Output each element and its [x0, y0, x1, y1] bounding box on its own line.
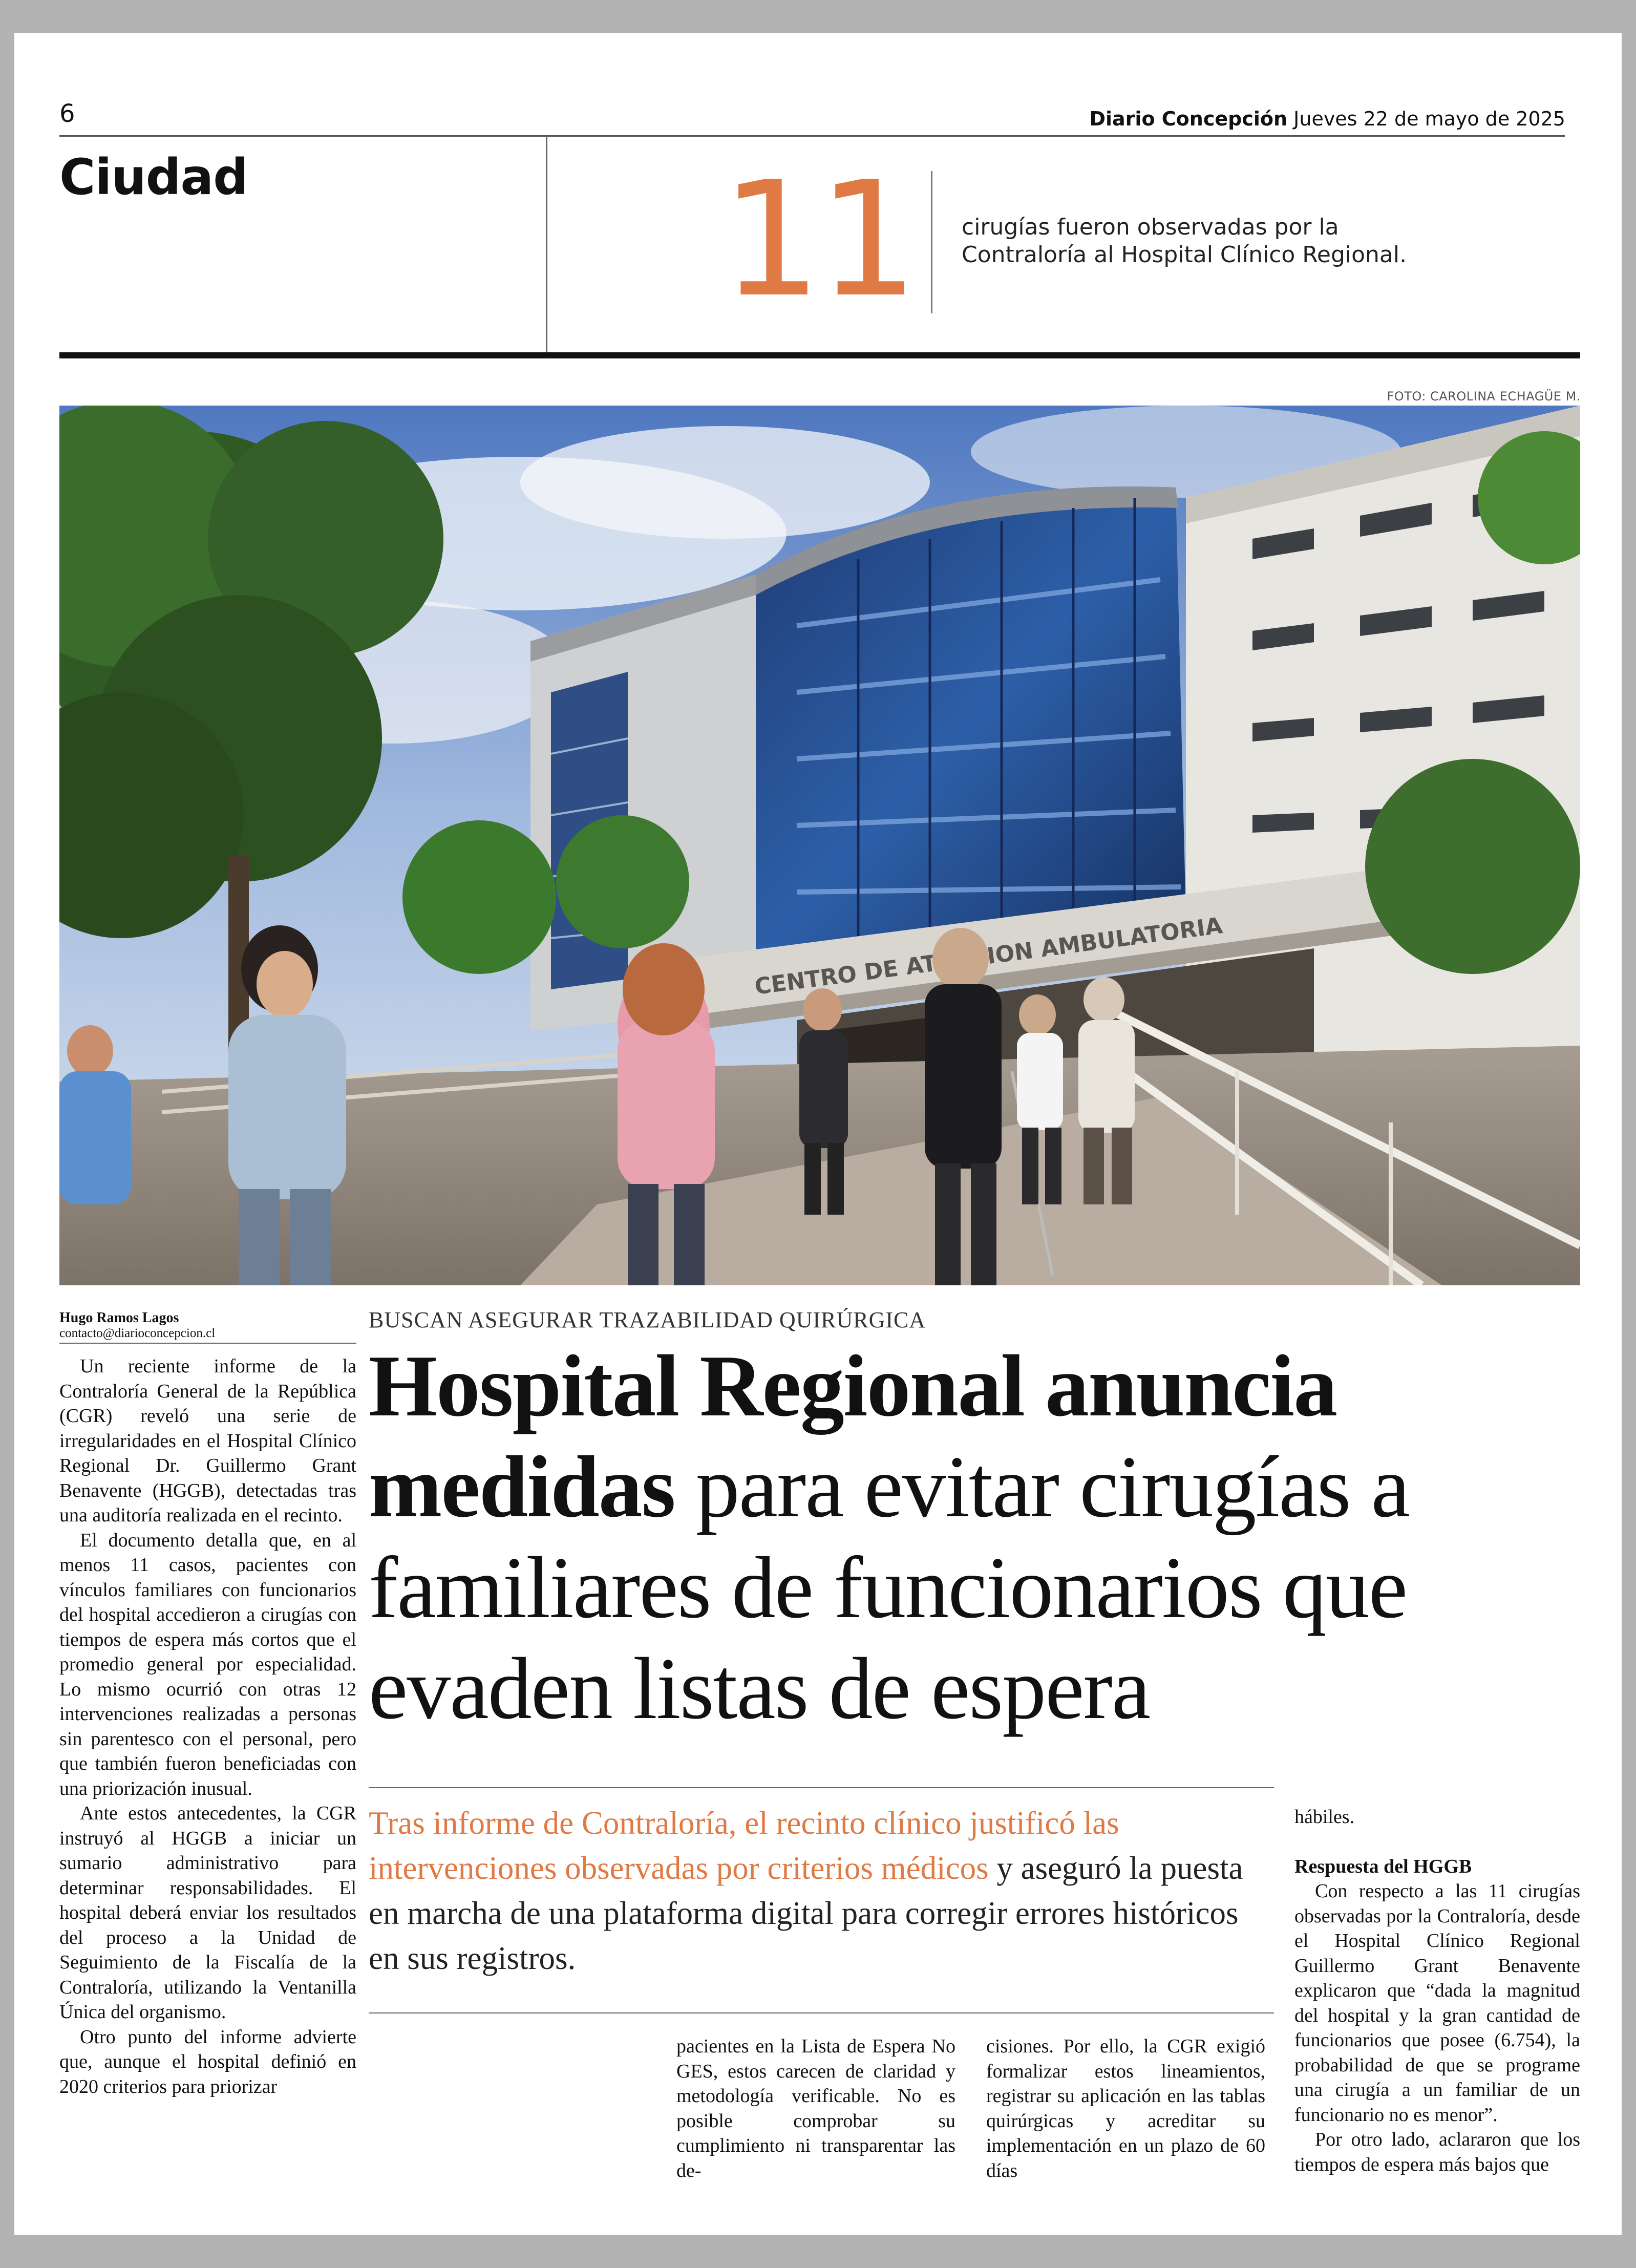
stat-divider: [931, 171, 932, 313]
masthead: [1089, 108, 1565, 130]
issue-date: Jueves 22 de mayo de 2025: [1293, 108, 1565, 130]
article-column-1: [59, 1354, 356, 2099]
headline-rest: para evitar cirugías a familiares de funcionarios que evaden listas de espera: [369, 1438, 1409, 1737]
paragraph: cisiones. Por ello, la CGR exigió formalizar estos lineamientos, registrar su aplicación en las tablas quirúrgicas y acreditar su implementación en un plazo de 60 días: [986, 2036, 1265, 2181]
section-title: Ciudad: [59, 149, 248, 206]
subhead-rule-bottom: [369, 2012, 1274, 2013]
stat-caption: cirugías fueron observadas por la Contraloría al Hospital Clínico Regional.: [962, 214, 1407, 268]
byline-rule: [59, 1343, 356, 1344]
article-column-4: [1294, 1805, 1580, 2177]
article-column-3: [986, 2034, 1265, 2183]
article-column-2: [676, 2034, 955, 2183]
paper-name: Diario Concepción: [1089, 108, 1288, 130]
hospital-photo: [59, 406, 1580, 1285]
headline-bold: Hospital Regional anuncia medidas: [369, 1338, 1337, 1536]
author-name: Hugo Ramos Lagos: [59, 1310, 179, 1326]
paragraph: Un reciente informe de la Contraloría General de la República (CGR) reveló una serie de irregularidades en el Hospital Clínico Regional Dr. Guillermo Grant Benavente (HGGB), detectadas tras una auditoría realizada en el recinto.: [59, 1355, 356, 1526]
paragraph: Ante estos antecedentes, la CGR instruyó al HGGB a iniciar un sumario administrativo para determinar responsabilidades. El hospital deberá enviar los resultados del proceso a la Unidad de Seguimiento de la Fiscalía de la Contraloría, utilizando la Ventanilla Única del organismo.: [59, 1803, 356, 2023]
photo-credit: FOTO: CAROLINA ECHAGÜE M.: [1387, 389, 1581, 404]
header-divider: [546, 136, 547, 352]
paragraph: pacientes en la Lista de Espera No GES, estos carecen de claridad y metodología verificable. No es posible comprobar su cumplimiento ni transparentar las de-: [676, 2036, 955, 2181]
subhead-rest: y aseguró la puesta en marcha de una plataforma digital para corregir errores históricos en sus registros.: [369, 1850, 1243, 1976]
subhead-rule-top: [369, 1787, 1274, 1788]
headline: [369, 1336, 1587, 1740]
subhead-accent: Tras informe de Contraloría, el recinto clínico justificó las intervenciones observadas por criterios médicos: [369, 1805, 1119, 1886]
header-thick-rule: [59, 352, 1580, 358]
paragraph: Otro punto del informe advierte que, aunque el hospital definió en 2020 criterios para priorizar: [59, 2026, 356, 2097]
page-number: 6: [59, 99, 75, 128]
paragraph: hábiles.: [1294, 1806, 1355, 1828]
paragraph: El documento detalla que, en al menos 11 casos, pacientes con vínculos familiares con funcionarios del hospital accedieron a cirugías con tiempos de espera más cortos que el promedio general por especialidad. Lo mismo ocurrió con otras 12 intervenciones realizadas a personas sin parentesco con el personal, pero que también fueron beneficiadas con una priorización inusual.: [59, 1529, 356, 1799]
author-email[interactable]: contacto@diarioconcepcion.cl: [59, 1326, 216, 1340]
header-rule: [59, 135, 1565, 137]
kicker: BUSCAN ASEGURAR TRAZABILIDAD QUIRÚRGICA: [369, 1307, 926, 1332]
paragraph: Con respecto a las 11 cirugías observadas por la Contraloría, desde el Hospital Clínico Regional Guillermo Grant Benavente explicaron que “dada la magnitud del hospital y la gran cantidad de funcionarios que posee (6.754), la probabilidad de que se programe una cirugía a un familiar de un funcionario no es menor”.: [1294, 1880, 1580, 2126]
newspaper-page: [14, 33, 1622, 2235]
building-sign: CENTRO DE AMBULATORIA: [753, 913, 1224, 1000]
paragraph: Por otro lado, aclararon que los tiempos de espera más bajos que: [1294, 2129, 1580, 2175]
subheading: Respuesta del HGGB: [1294, 1855, 1472, 1877]
subhead: [369, 1800, 1274, 1981]
stat-number: 11: [721, 147, 915, 332]
